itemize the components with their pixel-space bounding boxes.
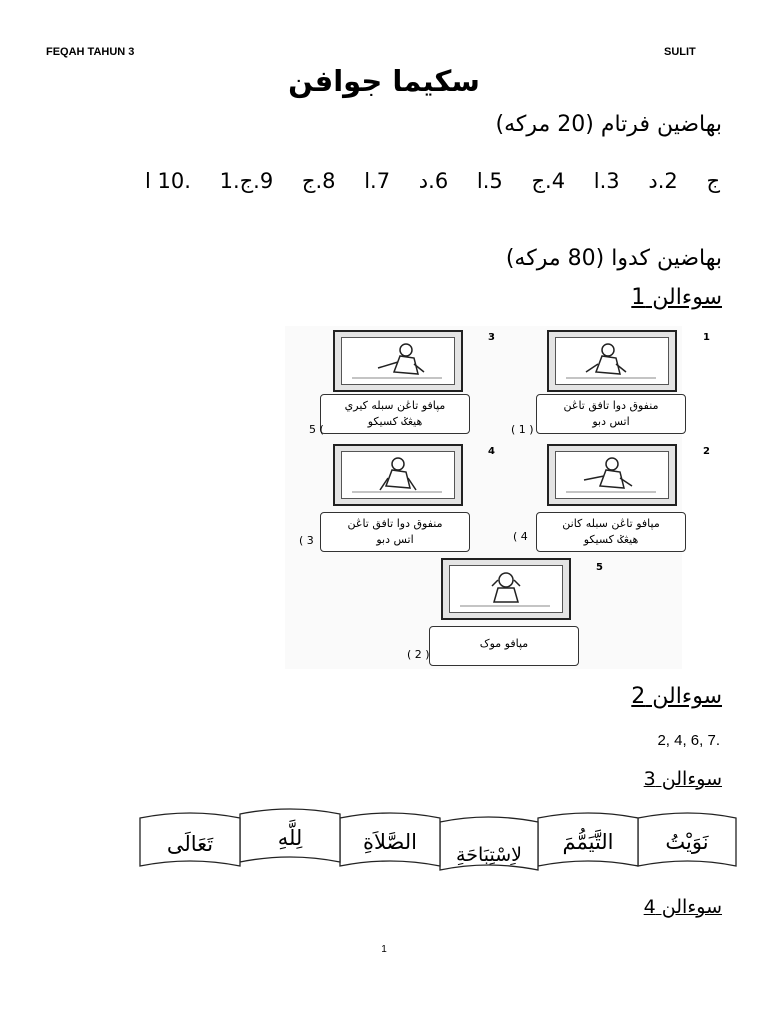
answers-a: [60, 168, 720, 194]
q3-word-3: لاِسْتِبَاحَةِ: [456, 844, 522, 866]
panel-5-picture: [441, 558, 571, 620]
panel-4-number: 4: [488, 446, 495, 457]
panel-3-caption: [320, 394, 470, 434]
answer-a-item: 8.ج: [301, 169, 336, 193]
panel-2-text-1: مپافو تاڠن سبله كانن: [562, 517, 660, 530]
panel-3-text-2: هيڠݢ كسيكو: [367, 415, 423, 428]
panel-4-picture: [333, 444, 463, 506]
panel-1-picture: [547, 330, 677, 392]
panel-4-answer: ( 3: [299, 534, 314, 547]
panel-2-caption: [536, 512, 686, 552]
panel-3-answer: 5 (: [309, 423, 324, 436]
panel-1-text-2: اتس دبو: [592, 415, 630, 428]
child-illustration-icon: [342, 338, 454, 384]
panel-3-picture: [333, 330, 463, 392]
answer-a-item: .10 ا: [144, 169, 191, 193]
q3-word-banner: [138, 808, 738, 878]
header-left: FEQAH TAHUN 3: [46, 46, 135, 58]
q3-word-4: الصَّلاَةِ: [363, 830, 417, 854]
panel-1-number: 1: [703, 332, 710, 343]
answer-a-item: 6.د: [418, 169, 449, 193]
panel-3-answer-value: 5: [309, 423, 316, 436]
page-title: سكيما جوافن: [288, 64, 480, 98]
child-illustration-icon: [342, 452, 454, 498]
panel-2-picture: [547, 444, 677, 506]
child-illustration-icon: [556, 338, 668, 384]
panel-5-answer: ( 2 ): [407, 648, 430, 661]
panel-3-number: 3: [488, 332, 495, 343]
q1-label: سوءالن 1: [631, 285, 722, 310]
answer-a-item: ج: [706, 169, 720, 193]
panel-2-text-2: هيڠݢ كسيكو: [583, 533, 639, 546]
panel-2-number: 2: [703, 446, 710, 457]
answer-a-item: 7.ا: [364, 169, 391, 193]
panel-1-text-1: منفوق دوا تافق تاڠن: [563, 399, 659, 412]
panel-4-text-1: منفوق دوا تافق تاڠن: [347, 517, 443, 530]
q4-label: سوءالن 4: [643, 896, 722, 918]
answer-a-item: 9.ج.1: [219, 169, 274, 193]
q1-figure: [285, 326, 710, 669]
panel-5-number: 5: [596, 562, 603, 573]
q2-label: سوءالن 2: [631, 684, 722, 709]
panel-2-answer: ( 4: [513, 530, 528, 543]
child-illustration-icon: [556, 452, 668, 498]
answer-a-item: 2.د: [648, 169, 678, 193]
header-right: SULIT: [664, 46, 696, 58]
panel-1-answer-value: 1: [518, 423, 526, 436]
panel-2-answer-value: 4: [520, 530, 528, 543]
panel-5-answer-value: 2: [414, 648, 422, 661]
answer-a-item: 5.ا: [476, 169, 503, 193]
panel-1-caption: [536, 394, 686, 434]
panel-3-text-1: مپافو تاڠن سبله كيري: [344, 399, 446, 412]
panel-1-answer: ( 1 ): [511, 423, 534, 436]
q2-answer: 2, 4, 6, 7.: [657, 732, 720, 749]
q3-word-6: تَعَالَى: [166, 832, 214, 856]
panel-5-caption: [429, 626, 579, 666]
answer-a-item: 4.ج: [531, 169, 566, 193]
panel-4-answer-value: 3: [306, 534, 314, 547]
q3-word-5: لِلَّهِ: [277, 826, 303, 850]
answer-a-item: 3.ا: [593, 169, 620, 193]
section-b-heading: بهاضين كدوا (80 مركه): [505, 246, 722, 271]
q3-word-1: نَوَيْتُ: [665, 830, 709, 854]
panel-4-caption: [320, 512, 470, 552]
page-number: 1: [381, 944, 387, 955]
q3-label: سوءالن 3: [643, 768, 722, 790]
section-a-heading: بهاضين فرتام (20 مركه): [495, 112, 722, 137]
q3-word-2: التَّيَمُّمَ: [562, 830, 614, 854]
panel-4-text-2: اتس دبو: [376, 533, 414, 546]
child-illustration-icon: [450, 566, 562, 612]
panel-5-text-1: مپافو موک: [479, 637, 529, 650]
